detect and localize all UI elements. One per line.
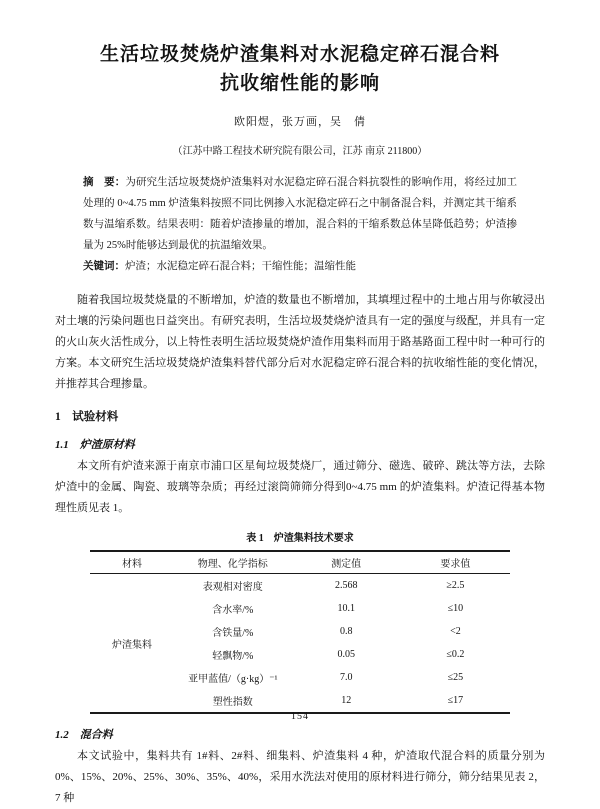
paper-title-line2: 抗收缩性能的影响 [219,73,380,94]
column-header-indicator: 物理、化学指标 [174,551,292,574]
measured-cell: 0.8 [339,626,353,637]
required-cell: ≤0.2 [446,649,465,660]
section-1-2-heading: 1.2 混合料 [55,729,113,741]
keywords-text: 炉渣；水泥稳定碎石混合料；干缩性能；温缩性能 [125,261,356,272]
indicator-cell: 含水率/% [212,605,254,616]
required-cell: ≤10 [447,603,464,614]
indicator-cell: 含铁量/% [212,628,254,639]
page-number: 154 [291,711,309,722]
table-1-header [90,551,510,574]
paper-title-line1: 生活垃圾焚烧炉渣集料对水泥稳定碎石混合料 [99,44,500,65]
column-header-required: 要求值 [401,551,510,574]
table-1-caption: 表 1 炉渣集料技术要求 [246,533,354,544]
table-1-body [90,574,510,714]
material-cell: 炉渣集料 [112,639,152,651]
table-1 [90,550,510,714]
measured-cell: 12 [341,695,352,706]
indicator-cell: 轻飘物/% [212,651,254,662]
measured-cell: 10.1 [337,603,355,614]
section-1-heading: 1 试验材料 [55,411,119,423]
section-1-2-paragraph: 本文试验中，集料共有 1#料、2#料、细集料、炉渣集料 4 种，炉渣取代混合料的质量分别为 0%、15%、20%、25%、30%、35%、40%，采用水洗法对使用的原材料进行筛分，筛分结果见表 2，7 种 [55,750,545,804]
section-1-1-paragraph: 本文所有炉渣来源于南京市浦口区星甸垃圾焚烧厂，通过筛分、磁选、破碎、跳汰等方法，去除炉渣中的金属、陶瓷、玻璃等杂质；再经过滚筒筛筛分得到0~4.75 mm 的炉渣集料。炉渣记得基本物理性质见表 1。 [55,460,545,514]
measured-cell: 0.05 [337,649,355,660]
abstract-label: 摘 要： [83,177,126,188]
required-cell: ≤17 [447,695,464,706]
table-row [90,574,510,598]
indicator-cell: 表观相对密度 [202,582,263,593]
table-header-row [90,551,510,574]
measured-cell: 2.568 [334,580,358,591]
required-cell: ≤25 [447,672,464,683]
intro-paragraph: 随着我国垃圾焚烧量的不断增加，炉渣的数量也不断增加，其填埋过程中的土地占用与你敏浸出对土壤的污染问题也日益突出。有研究表明，生活垃圾焚烧炉渣具有一定的强度与级配，并具有一定的火山灰火活性成分，以上特性表明生活垃圾焚烧炉渣作用集料而用于路基路面工程中时一种可行的方案。本文研究生活垃圾焚烧炉渣集料替代部分后对水泥稳定碎石混合料的抗收缩性能的变化情况，并推荐其合理掺量。 [55,294,545,390]
keywords [83,256,517,277]
measured-cell: 7.0 [339,672,353,683]
column-header-material: 材料 [90,551,174,574]
section-1-1-heading: 1.1 炉渣原材料 [55,439,135,451]
affiliation: （江苏中路工程技术研究院有限公司，江苏 南京 211800） [172,146,428,157]
indicator-cell: 亚甲蓝值/（g·kg）⁻¹ [188,674,278,685]
required-cell: ≥2.5 [446,580,465,591]
required-cell: <2 [450,626,461,637]
authors: 欧阳煜，张万画，吴 倩 [234,116,366,128]
abstract [83,172,517,256]
column-header-measured: 测定值 [292,551,401,574]
keywords-label: 关键词： [83,261,125,272]
indicator-cell: 塑性指数 [212,697,253,708]
abstract-text: 为研究生活垃圾焚烧炉渣集料对水泥稳定碎石混合料抗裂性的影响作用，将经过加工处理的 0~4.75 mm 炉渣集料按照不同比例掺入水泥稳定碎石之中制备混合料，并测定其干缩系数与温缩系数。结果表明：随着炉渣掺量的增加，混合料的干缩系数总体呈降低趋势；炉渣掺量为 25%时能够达到最优的抗温缩效果。 [83,177,518,251]
paper-title [55,40,545,98]
